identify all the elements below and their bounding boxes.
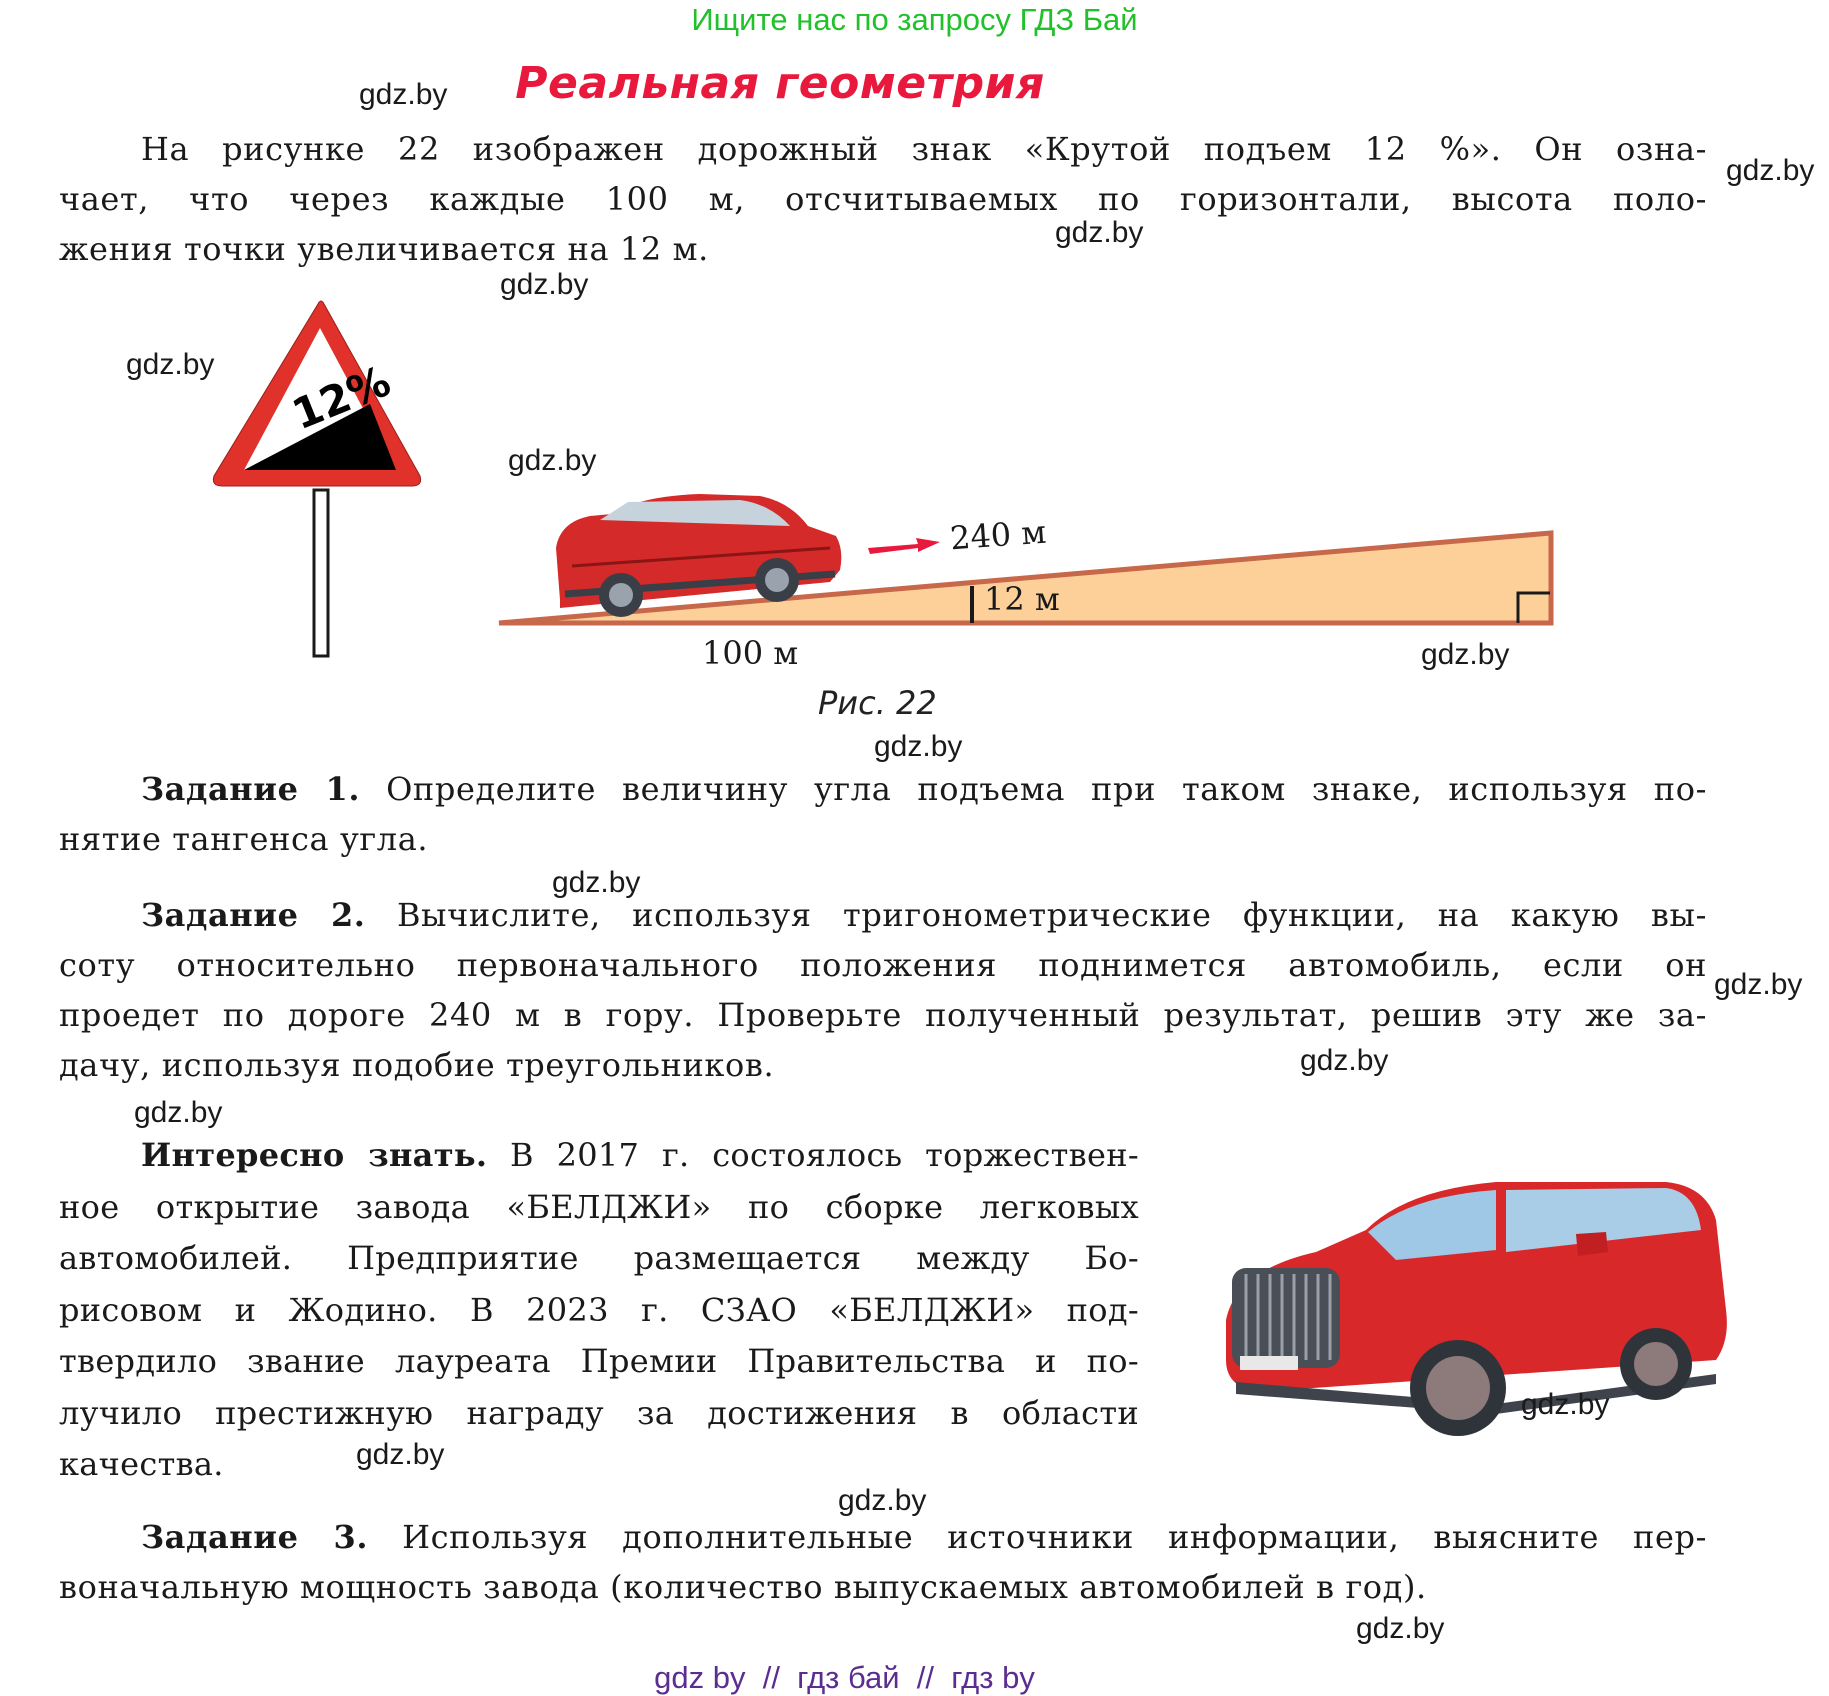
fact-line: ное открытие завода «БЕЛДЖИ» по сборке легковых <box>59 1187 1139 1226</box>
task-3-line: воначальную мощность завода (количество выпускаемых автомобилей в год). <box>59 1568 1427 1606</box>
watermark: gdz.by <box>874 730 963 763</box>
car-front-icon <box>1196 1160 1736 1440</box>
fact-line: лучило престижную награду за достижения в области <box>59 1393 1139 1432</box>
figure-graphics <box>0 290 1829 730</box>
watermark: gdz.by <box>1300 1044 1389 1077</box>
task-1-text: Определите величину угла подъема при таком знаке, используя по- <box>386 770 1707 808</box>
interesting-fact <box>59 1130 1139 1491</box>
intro-paragraph <box>59 124 1707 274</box>
intro-line: жения точки увеличивается на 12 м. <box>59 230 709 268</box>
watermark: gdz.by <box>1726 154 1815 187</box>
watermark: gdz.by <box>356 1438 445 1471</box>
page-title: Реальная геометрия <box>515 58 1045 109</box>
watermark: gdz.by <box>552 866 641 899</box>
direction-arrow-icon <box>868 538 940 554</box>
fact-line: рисовом и Жодино. В 2023 г. СЗАО «БЕЛДЖИ» под- <box>59 1290 1139 1329</box>
watermark: gdz.by <box>126 348 215 381</box>
watermark: gdz.by <box>500 268 589 301</box>
watermark: gdz.by <box>1714 968 1803 1001</box>
watermark: gdz.by <box>359 78 448 111</box>
fact-line: автомобилей. Предприятие размещается между Бо- <box>59 1239 1139 1277</box>
footer-links: gdz by // гдз бай // гдз by <box>654 1660 1035 1695</box>
figure-22 <box>0 290 1829 730</box>
watermark: gdz.by <box>1521 1388 1610 1421</box>
task-2 <box>59 890 1707 1090</box>
task-1 <box>59 764 1707 864</box>
watermark: gdz.by <box>134 1096 223 1129</box>
label-100m: 100 м <box>702 634 799 672</box>
watermark: gdz.by <box>1421 638 1510 671</box>
task-3 <box>59 1512 1707 1612</box>
task-3-text: Используя дополнительные источники информации, выясните пер- <box>402 1518 1708 1556</box>
fact-heading: Интересно знать. <box>141 1136 488 1174</box>
label-240m: 240 м <box>948 512 1048 558</box>
task-2-line: дачу, используя подобие треугольников. <box>59 1046 775 1084</box>
task-1-heading: Задание 1. <box>141 770 361 808</box>
task-2-line: проедет по дороге 240 м в гору. Проверьте полученный результат, решив эту же за- <box>59 996 1707 1034</box>
task-2-line: соту относительно первоначального положения поднимется автомобиль, если он <box>59 946 1707 984</box>
intro-line: На рисунке 22 изображен дорожный знак «Крутой подъем 12 %». Он озна- <box>141 130 1707 168</box>
task-1-line: нятие тангенса угла. <box>59 820 429 858</box>
svg-text:12%: 12% <box>285 356 397 440</box>
search-banner: Ищите нас по запросу ГДЗ Бай <box>691 2 1138 37</box>
watermark: gdz.by <box>1055 216 1144 249</box>
steep-climb-sign-icon <box>213 301 420 656</box>
fact-text: В 2017 г. состоялось торжествен- <box>510 1136 1139 1174</box>
figure-caption: Рис. 22 <box>818 684 937 722</box>
intro-line: чает, что через каждые 100 м, отсчитываемых по горизонтали, высота поло- <box>59 180 1707 218</box>
task-2-heading: Задание 2. <box>141 896 366 934</box>
task-3-heading: Задание 3. <box>141 1518 369 1556</box>
watermark: gdz.by <box>508 444 597 477</box>
label-12m: 12 м <box>984 580 1060 618</box>
watermark: gdz.by <box>838 1484 927 1517</box>
fact-line: качества. <box>59 1445 224 1483</box>
fact-line: твердило звание лауреата Премии Правительства и по- <box>59 1342 1139 1380</box>
watermark: gdz.by <box>1356 1612 1445 1645</box>
task-2-text: Вычислите, используя тригонометрические функции, на какую вы- <box>396 896 1707 934</box>
